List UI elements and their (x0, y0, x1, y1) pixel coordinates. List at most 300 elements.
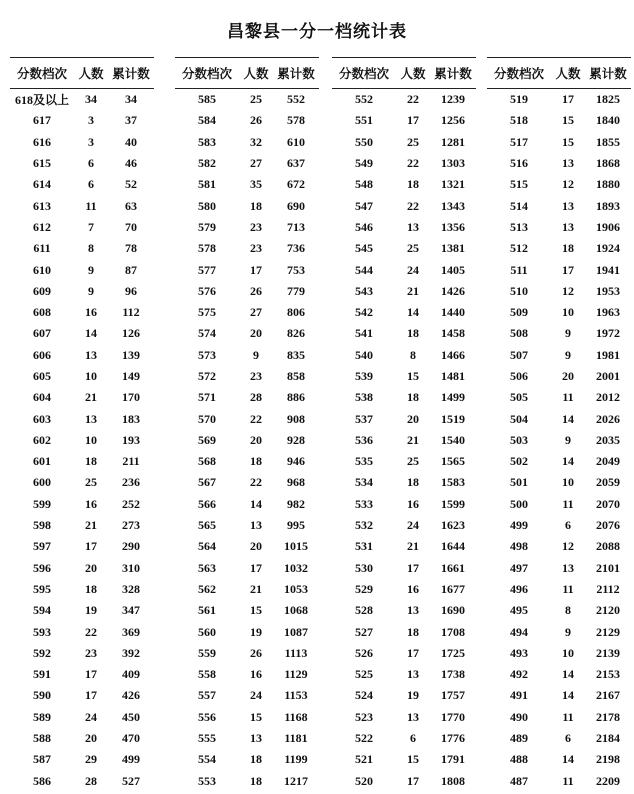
table-row (175, 600, 319, 621)
score-level-cell: 594 (33, 603, 51, 618)
table-header-row (487, 58, 631, 89)
cumulative-cell: 40 (125, 134, 137, 149)
table-row (487, 238, 631, 259)
score-level-cell: 507 (510, 347, 528, 362)
cumulative-cell: 858 (287, 369, 305, 383)
count-cell: 22 (85, 624, 97, 639)
score-level-cell: 514 (510, 198, 528, 213)
score-level-cell: 565 (198, 518, 216, 533)
count-cell: 13 (250, 731, 262, 746)
table-row (175, 749, 319, 770)
cumulative-cell: 369 (122, 624, 140, 639)
cumulative-cell: 1893 (596, 198, 620, 213)
score-level-cell: 602 (33, 432, 51, 447)
count-cell: 10 (85, 432, 97, 447)
count-cell: 18 (250, 752, 262, 767)
table-row (487, 195, 631, 216)
cumulative-cell: 409 (122, 667, 140, 682)
score-level-cell: 580 (198, 198, 216, 213)
score-level-cell: 618及以上 (14, 93, 69, 108)
table-row (487, 110, 631, 131)
cumulative-cell: 310 (122, 560, 140, 575)
score-level-cell: 553 (198, 773, 216, 788)
table-row (487, 472, 631, 493)
cumulative-cell: 1757 (441, 688, 465, 703)
count-cell: 20 (250, 432, 262, 447)
cumulative-cell: 1791 (441, 752, 465, 767)
table-row (10, 387, 154, 408)
table-row (332, 281, 476, 302)
cumulative-cell: 1661 (441, 560, 465, 575)
cumulative-cell: 34 (125, 92, 137, 107)
score-level-cell: 581 (198, 177, 216, 192)
table-row (10, 430, 154, 451)
count-cell: 32 (250, 134, 262, 149)
cumulative-cell: 1239 (441, 92, 465, 107)
count-cell: 15 (562, 134, 574, 149)
cumulative-cell: 499 (122, 752, 140, 767)
table-row (487, 217, 631, 238)
score-level-cell: 542 (355, 305, 373, 320)
cumulative-cell: 527 (122, 773, 140, 788)
table-row (332, 600, 476, 621)
table-row (487, 345, 631, 366)
cumulative-cell: 1217 (284, 773, 308, 788)
score-level-cell: 511 (510, 262, 528, 277)
count-cell: 15 (562, 113, 574, 128)
cumulative-cell: 426 (122, 688, 140, 703)
cumulative-cell: 1053 (284, 581, 308, 596)
count-cell: 22 (250, 475, 262, 490)
table-row (10, 366, 154, 387)
cumulative-cell: 1303 (441, 156, 465, 171)
score-level-cell: 544 (355, 262, 373, 277)
score-level-cell: 564 (198, 539, 216, 554)
score-level-cell: 516 (510, 156, 528, 171)
table-row (175, 558, 319, 579)
cumulative-cell: 908 (287, 411, 305, 426)
score-level-cell: 493 (510, 645, 528, 660)
cumulative-cell: 2059 (596, 475, 620, 490)
count-cell: 18 (407, 475, 419, 490)
count-cell: 13 (562, 560, 574, 575)
count-cell: 8 (88, 241, 94, 256)
cumulative-cell: 1565 (441, 454, 465, 469)
count-cell: 29 (85, 752, 97, 767)
table-row (487, 430, 631, 451)
score-level-cell: 603 (33, 411, 51, 426)
table-row (10, 345, 154, 366)
table-row (332, 110, 476, 131)
score-level-cell: 610 (33, 262, 51, 277)
count-cell: 12 (562, 539, 574, 554)
count-cell: 20 (407, 411, 419, 426)
cumulative-cell: 2139 (596, 645, 620, 660)
cumulative-cell: 1677 (441, 581, 465, 596)
table-row (175, 728, 319, 749)
score-level-cell: 579 (198, 219, 216, 234)
score-level-cell: 538 (355, 390, 373, 405)
table-row (175, 174, 319, 195)
count-cell: 28 (85, 773, 97, 788)
score-level-cell: 559 (198, 645, 216, 660)
table-row (10, 664, 154, 685)
score-level-cell: 597 (33, 539, 51, 554)
count-cell: 16 (407, 581, 419, 596)
cumulative-cell: 470 (122, 731, 140, 746)
table-row (10, 494, 154, 515)
count-cell: 9 (565, 326, 571, 341)
score-level-cell: 568 (198, 454, 216, 469)
score-level-cell: 554 (198, 752, 216, 767)
score-level-cell: 546 (355, 219, 373, 234)
cumulative-cell: 1880 (596, 177, 620, 192)
cumulative-cell: 1426 (441, 283, 465, 298)
count-cell: 15 (250, 709, 262, 724)
score-level-cell: 487 (510, 773, 528, 788)
table-row (487, 153, 631, 174)
count-cell: 26 (250, 283, 262, 298)
cumulative-cell: 672 (287, 177, 305, 192)
score-level-cell: 571 (198, 390, 216, 405)
cumulative-cell: 139 (122, 347, 140, 362)
table-row (332, 430, 476, 451)
score-level-cell: 548 (355, 177, 373, 192)
count-cell: 11 (85, 198, 97, 213)
cumulative-cell: 1738 (441, 667, 465, 682)
count-cell: 11 (562, 581, 574, 596)
count-cell: 18 (562, 241, 574, 256)
cumulative-cell: 1941 (596, 262, 620, 277)
score-level-cell: 495 (510, 603, 528, 618)
table-row (332, 217, 476, 238)
score-level-cell: 587 (33, 752, 51, 767)
count-cell: 8 (410, 347, 416, 362)
count-header: 人数 (74, 58, 108, 89)
table-row (10, 132, 154, 153)
score-level-cell: 532 (355, 518, 373, 533)
cumulative-cell: 1321 (441, 177, 465, 192)
cumulative-cell: 2049 (596, 454, 620, 469)
score-level-cell: 535 (355, 454, 373, 469)
score-level-cell: 488 (510, 752, 528, 767)
score-level-cell: 560 (198, 624, 216, 639)
count-cell: 12 (562, 283, 574, 298)
cumulative-cell: 1770 (441, 709, 465, 724)
count-cell: 17 (85, 667, 97, 682)
cumulative-cell: 2167 (596, 688, 620, 703)
cumulative-cell: 1981 (596, 347, 620, 362)
count-cell: 24 (407, 518, 419, 533)
count-cell: 13 (85, 347, 97, 362)
cumulative-cell: 290 (122, 539, 140, 554)
cumulative-cell: 1953 (596, 283, 620, 298)
table-row (10, 259, 154, 280)
cumulative-cell: 1129 (284, 667, 308, 682)
table-row (175, 153, 319, 174)
count-cell: 11 (562, 390, 574, 405)
score-level-cell: 593 (33, 624, 51, 639)
count-cell: 17 (407, 645, 419, 660)
count-cell: 22 (250, 411, 262, 426)
cumulative-cell: 2184 (596, 731, 620, 746)
table-row (175, 494, 319, 515)
table-row (487, 89, 631, 111)
table-row (487, 494, 631, 515)
cumulative-cell: 1015 (284, 539, 308, 554)
table-row (10, 451, 154, 472)
score-level-cell: 547 (355, 198, 373, 213)
count-cell: 6 (88, 156, 94, 171)
table-row (332, 323, 476, 344)
score-table-3 (332, 57, 476, 792)
count-header: 人数 (239, 58, 273, 89)
table-row (487, 664, 631, 685)
cumulative-cell: 1343 (441, 198, 465, 213)
score-level-cell: 586 (33, 773, 51, 788)
table-row (10, 323, 154, 344)
cumulative-cell: 2112 (596, 581, 620, 596)
count-cell: 18 (407, 177, 419, 192)
table-row (175, 366, 319, 387)
table-row (487, 728, 631, 749)
score-level-cell: 575 (198, 305, 216, 320)
table-row (175, 132, 319, 153)
count-cell: 18 (250, 773, 262, 788)
score-level-cell: 584 (198, 113, 216, 128)
score-level-cell: 501 (510, 475, 528, 490)
count-cell: 6 (88, 177, 94, 192)
count-cell: 9 (88, 283, 94, 298)
score-table-4 (487, 57, 631, 792)
cumulative-cell: 1776 (441, 731, 465, 746)
cumulative-cell: 1924 (596, 241, 620, 256)
cumulative-cell: 1405 (441, 262, 465, 277)
table-row (332, 515, 476, 536)
count-cell: 12 (562, 177, 574, 192)
cumulative-cell: 170 (122, 390, 140, 405)
count-cell: 22 (407, 156, 419, 171)
table-row (332, 664, 476, 685)
cumulative-cell: 112 (122, 305, 140, 320)
score-level-cell: 530 (355, 560, 373, 575)
score-level-header: 分数档次 (10, 58, 74, 89)
cumulative-cell: 1181 (284, 731, 308, 746)
table-row (332, 472, 476, 493)
score-level-cell: 503 (510, 432, 528, 447)
count-cell: 14 (250, 496, 262, 511)
score-level-cell: 595 (33, 581, 51, 596)
cumulative-cell: 753 (287, 262, 305, 277)
count-cell: 14 (562, 454, 574, 469)
cumulative-cell: 835 (287, 347, 305, 362)
table-row (175, 238, 319, 259)
count-cell: 25 (407, 134, 419, 149)
cumulative-cell: 1825 (596, 92, 620, 107)
score-level-cell: 591 (33, 667, 51, 682)
table-row (175, 685, 319, 706)
table-row (10, 621, 154, 642)
cumulative-cell: 63 (125, 198, 137, 213)
cumulative-cell: 779 (287, 283, 305, 298)
cumulative-cell: 149 (122, 369, 140, 383)
table-row (487, 132, 631, 153)
count-cell: 16 (85, 496, 97, 511)
score-level-cell: 592 (33, 645, 51, 660)
score-level-cell: 527 (355, 624, 373, 639)
cumulative-cell: 806 (287, 305, 305, 320)
score-level-cell: 612 (33, 219, 51, 234)
cumulative-cell: 1906 (596, 219, 620, 234)
count-cell: 20 (85, 731, 97, 746)
score-level-cell: 520 (355, 773, 373, 788)
score-level-cell: 522 (355, 731, 373, 746)
cumulative-cell: 1113 (284, 645, 308, 660)
count-cell: 6 (565, 518, 571, 533)
cumulative-header: 累计数 (430, 58, 476, 89)
cumulative-cell: 1168 (284, 709, 308, 724)
count-cell: 14 (562, 688, 574, 703)
table-row (175, 345, 319, 366)
count-cell: 26 (250, 113, 262, 128)
table-row (175, 387, 319, 408)
count-cell: 11 (562, 496, 574, 511)
score-level-cell: 537 (355, 411, 373, 426)
table-row (10, 89, 154, 111)
score-level-cell: 528 (355, 603, 373, 618)
score-level-cell: 540 (355, 347, 373, 362)
table-row (332, 451, 476, 472)
count-cell: 18 (407, 326, 419, 341)
table-row (487, 685, 631, 706)
table-row (10, 685, 154, 706)
count-cell: 24 (250, 688, 262, 703)
table-row (175, 579, 319, 600)
cumulative-cell: 713 (287, 219, 305, 234)
count-cell: 19 (85, 603, 97, 618)
table-row (10, 281, 154, 302)
cumulative-cell: 690 (287, 198, 305, 213)
count-cell: 13 (562, 198, 574, 213)
count-cell: 21 (250, 581, 262, 596)
table-row (10, 749, 154, 770)
cumulative-cell: 2129 (596, 624, 620, 639)
table-row (487, 707, 631, 728)
cumulative-cell: 1032 (284, 560, 308, 575)
score-level-cell: 611 (33, 241, 51, 256)
cumulative-cell: 1644 (441, 539, 465, 554)
count-cell: 11 (562, 709, 574, 724)
table-row (175, 110, 319, 131)
score-level-cell: 573 (198, 347, 216, 362)
score-level-cell: 596 (33, 560, 51, 575)
count-cell: 17 (562, 92, 574, 107)
count-cell: 16 (85, 305, 97, 320)
count-cell: 21 (407, 539, 419, 554)
cumulative-cell: 252 (122, 496, 140, 511)
count-cell: 20 (250, 326, 262, 341)
count-cell: 20 (85, 560, 97, 575)
count-cell: 13 (250, 518, 262, 533)
table-row (487, 536, 631, 557)
cumulative-cell: 1963 (596, 305, 620, 320)
count-cell: 13 (85, 411, 97, 426)
table-row (10, 643, 154, 664)
count-cell: 16 (407, 496, 419, 511)
table-row (332, 408, 476, 429)
score-level-cell: 536 (355, 432, 373, 447)
table-row (175, 217, 319, 238)
table-row (332, 259, 476, 280)
count-cell: 13 (407, 667, 419, 682)
score-level-cell: 583 (198, 134, 216, 149)
score-level-cell: 524 (355, 688, 373, 703)
cumulative-cell: 2035 (596, 432, 620, 447)
cumulative-cell: 46 (125, 156, 137, 171)
table-row (487, 515, 631, 536)
table-row (487, 259, 631, 280)
table-row (332, 579, 476, 600)
score-level-cell: 504 (510, 411, 528, 426)
cumulative-cell: 552 (287, 92, 305, 107)
table-row (175, 323, 319, 344)
cumulative-cell: 1356 (441, 219, 465, 234)
table-row (487, 174, 631, 195)
count-cell: 15 (407, 369, 419, 383)
table-row (332, 643, 476, 664)
table-row (487, 621, 631, 642)
table-row (175, 621, 319, 642)
count-cell: 3 (88, 134, 94, 149)
score-level-cell: 609 (33, 283, 51, 298)
count-cell: 13 (562, 156, 574, 171)
score-level-cell: 562 (198, 581, 216, 596)
cumulative-cell: 1281 (441, 134, 465, 149)
cumulative-cell: 1708 (441, 624, 465, 639)
score-level-cell: 525 (355, 667, 373, 682)
table-row (10, 153, 154, 174)
table-row (10, 771, 154, 792)
cumulative-cell: 37 (125, 113, 137, 128)
count-cell: 17 (85, 688, 97, 703)
cumulative-cell: 995 (287, 518, 305, 533)
table-row (487, 366, 631, 387)
score-level-cell: 606 (33, 347, 51, 362)
cumulative-cell: 1068 (284, 603, 308, 618)
score-level-cell: 598 (33, 518, 51, 533)
score-level-cell: 510 (510, 283, 528, 298)
table-row (10, 174, 154, 195)
count-cell: 15 (250, 603, 262, 618)
cumulative-cell: 982 (287, 496, 305, 511)
score-level-cell: 494 (510, 624, 528, 639)
count-cell: 18 (407, 390, 419, 405)
score-level-cell: 521 (355, 752, 373, 767)
score-level-cell: 563 (198, 560, 216, 575)
score-level-cell: 489 (510, 731, 528, 746)
table-row (332, 132, 476, 153)
cumulative-header: 累计数 (585, 58, 631, 89)
score-level-cell: 557 (198, 688, 216, 703)
score-level-cell: 616 (33, 134, 51, 149)
count-cell: 17 (407, 560, 419, 575)
count-cell: 34 (85, 92, 97, 107)
score-level-cell: 549 (355, 156, 373, 171)
table-row (332, 728, 476, 749)
table-row (10, 558, 154, 579)
count-cell: 8 (565, 603, 571, 618)
score-level-cell: 577 (198, 262, 216, 277)
